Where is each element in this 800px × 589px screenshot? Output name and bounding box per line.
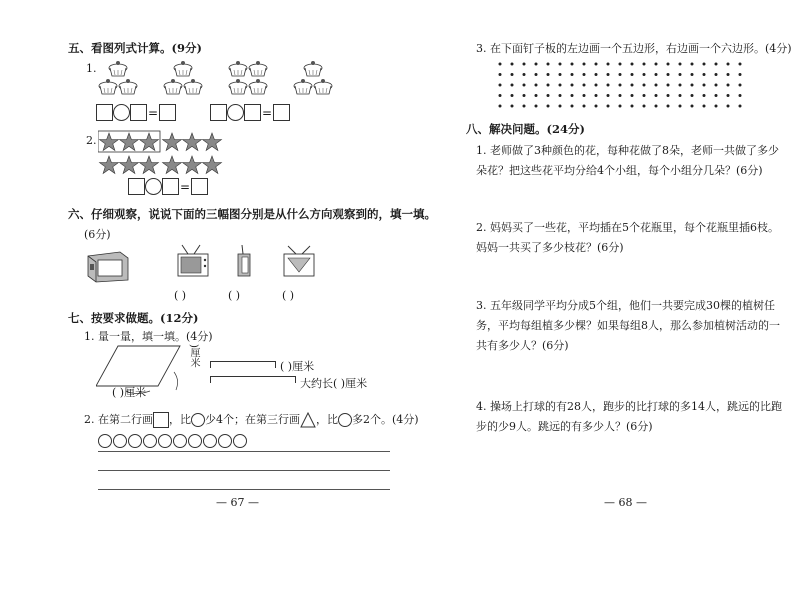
nail-dot <box>643 63 646 66</box>
answer-box[interactable] <box>130 104 147 121</box>
nail-dot <box>535 63 538 66</box>
nail-dot <box>643 105 646 108</box>
nail-dot <box>667 73 670 76</box>
nail-dot <box>691 63 694 66</box>
s5-q2-equation: = <box>128 178 208 195</box>
nail-dot <box>655 94 658 97</box>
writing-line <box>98 470 390 471</box>
nail-dot <box>643 84 646 87</box>
circle-icon <box>338 413 352 427</box>
nail-dot <box>739 63 742 66</box>
triangle-icon <box>300 412 316 428</box>
nail-dot <box>739 105 742 108</box>
nail-dot <box>535 94 538 97</box>
nail-dot <box>595 84 598 87</box>
nail-dot <box>643 94 646 97</box>
nail-dot <box>631 63 634 66</box>
tv-perspective-icon <box>88 252 128 282</box>
nail-dot <box>691 105 694 108</box>
nail-dot <box>691 73 694 76</box>
nail-dot <box>499 63 502 66</box>
nail-dot <box>511 84 514 87</box>
nail-dot <box>631 105 634 108</box>
tv-side-icon <box>238 245 250 276</box>
nail-dot <box>703 73 706 76</box>
page-number-left: — 67 — <box>216 496 259 509</box>
segment-2-label: 大约长( )厘米 <box>300 377 368 390</box>
nail-dot <box>511 73 514 76</box>
nail-dot <box>523 94 526 97</box>
cupcakes-illustration <box>98 56 340 104</box>
nail-dot <box>655 73 658 76</box>
nail-dot <box>535 73 538 76</box>
nail-dot <box>679 94 682 97</box>
writing-line <box>98 451 390 452</box>
answer-box[interactable] <box>273 104 290 121</box>
nail-dot <box>547 105 550 108</box>
nail-dot <box>619 63 622 66</box>
circles-row <box>98 434 248 448</box>
nail-dot <box>523 84 526 87</box>
nail-dot <box>715 84 718 87</box>
parallelogram-side-label: )厘米 <box>188 344 199 368</box>
nail-dot <box>571 73 574 76</box>
nail-dot <box>583 105 586 108</box>
nail-dot <box>727 94 730 97</box>
nail-dot <box>607 105 610 108</box>
s7-q1-text: 1. 量一量，填一填。(4分) <box>84 330 213 343</box>
nail-dot <box>523 73 526 76</box>
nail-dot <box>499 94 502 97</box>
page-number-right: — 68 — <box>604 496 647 509</box>
stars-illustration <box>98 130 228 176</box>
nail-dot <box>703 84 706 87</box>
nail-dot <box>727 105 730 108</box>
nail-dot <box>583 63 586 66</box>
nail-dot <box>643 73 646 76</box>
nail-dot <box>499 73 502 76</box>
nail-dot <box>547 94 550 97</box>
answer-box[interactable] <box>159 104 176 121</box>
operator-circle[interactable] <box>113 104 130 121</box>
nail-dot <box>511 63 514 66</box>
section-7-title: 七、按要求做题。(12分) <box>68 311 199 325</box>
nail-dot <box>595 73 598 76</box>
answer-box[interactable] <box>128 178 145 195</box>
nail-dot <box>727 84 730 87</box>
nail-dot <box>655 105 658 108</box>
nail-dot <box>595 94 598 97</box>
problem-1: 1. 老师做了3种颜色的花，每种花做了8朵，老师一共做了多少朵花？把这些花平均分给4个小组，每个小组分几朵？(6分) <box>476 144 779 177</box>
nail-dot <box>631 94 634 97</box>
nail-dot <box>523 63 526 66</box>
answer-box[interactable] <box>191 178 208 195</box>
s7-q2-text: 2. 在第二行画 ，比 少4个；在第三行画 ，比 多2个。(4分) <box>84 413 419 426</box>
tv-back-icon <box>284 246 314 276</box>
nail-dot <box>571 94 574 97</box>
operator-circle[interactable] <box>145 178 162 195</box>
nail-dot <box>667 63 670 66</box>
nail-dot <box>559 105 562 108</box>
segment-1-label: ( )厘米 <box>280 360 315 373</box>
nail-dot <box>571 84 574 87</box>
nail-dot <box>571 63 574 66</box>
nail-dot <box>619 94 622 97</box>
segment-2 <box>210 376 296 383</box>
nail-dot <box>679 105 682 108</box>
nail-dot <box>703 105 706 108</box>
nail-dot <box>703 94 706 97</box>
nail-dot <box>703 63 706 66</box>
nail-dot <box>715 105 718 108</box>
view-blank-1[interactable]: ( ) <box>174 289 187 302</box>
answer-box[interactable] <box>96 104 113 121</box>
answer-box[interactable] <box>162 178 179 195</box>
nail-dot <box>739 84 742 87</box>
view-blank-2[interactable]: ( ) <box>228 289 241 302</box>
nail-dot <box>559 63 562 66</box>
nail-dot <box>715 73 718 76</box>
s5-q1-equation-b: = <box>210 104 290 121</box>
nail-dot <box>499 84 502 87</box>
section-6-score: (6分) <box>84 228 111 241</box>
nail-dot <box>535 105 538 108</box>
nail-dot <box>667 94 670 97</box>
nail-dot <box>679 73 682 76</box>
nail-dot <box>559 94 562 97</box>
section-6-title: 六、仔细观察，说说下面的三幅图分别是从什么方向观察到的，填一填。 <box>68 207 436 221</box>
nail-dot <box>715 94 718 97</box>
nail-dot <box>547 73 550 76</box>
view-blank-3[interactable]: ( ) <box>282 289 295 302</box>
nail-dot <box>739 94 742 97</box>
nail-dot <box>607 94 610 97</box>
nail-dot <box>499 105 502 108</box>
nail-dot <box>679 84 682 87</box>
nail-dot <box>727 63 730 66</box>
nail-dot <box>739 73 742 76</box>
problem-3: 3. 五年级同学平均分成5个组，他们一共要完成30棵的植树任务，平均每组植多少棵？如果每组8人，那么参加植树活动的一共有多少人？(6分) <box>476 299 780 352</box>
nail-dot <box>583 84 586 87</box>
nail-dot <box>727 73 730 76</box>
nail-dot <box>583 73 586 76</box>
dots-question: 3. 在下面钉子板的左边画一个五边形，右边画一个六边形。(4分) <box>476 42 792 55</box>
nail-dot <box>667 105 670 108</box>
nail-dot <box>619 84 622 87</box>
nail-dot <box>595 105 598 108</box>
nail-dot <box>571 105 574 108</box>
problem-2: 2. 妈妈买了一些花，平均插在5个花瓶里，每个花瓶里插6枝。妈妈一共买了多少枝花？(6分) <box>476 221 779 254</box>
nail-dot <box>559 84 562 87</box>
s5-q1-number: 1. <box>86 62 97 75</box>
nail-dot <box>511 94 514 97</box>
nail-dot <box>535 84 538 87</box>
segment-1 <box>210 361 276 368</box>
nail-dot <box>679 63 682 66</box>
square-icon <box>153 412 169 428</box>
tv-front-icon <box>178 245 208 276</box>
nail-dot <box>691 94 694 97</box>
nail-dot <box>547 84 550 87</box>
nail-dot <box>547 63 550 66</box>
answer-box[interactable] <box>244 104 261 121</box>
nail-dot <box>691 84 694 87</box>
nail-dot <box>607 73 610 76</box>
writing-line <box>98 489 390 490</box>
nail-dot <box>631 73 634 76</box>
circle-icon <box>191 413 205 427</box>
nail-board[interactable] <box>496 60 746 110</box>
nail-dot <box>619 105 622 108</box>
nail-dot <box>559 73 562 76</box>
problem-4: 4. 操场上打球的有28人，跑步的比打球的多14人，跳远的比跑步的少9人。跳远的有多少人？(6分) <box>476 400 782 433</box>
nail-dot <box>607 63 610 66</box>
parallelogram-bottom-label: ( )厘米 <box>112 386 147 399</box>
nail-dot <box>715 63 718 66</box>
nail-dot <box>511 105 514 108</box>
nail-dot <box>655 63 658 66</box>
nail-dot <box>523 105 526 108</box>
nail-dot <box>607 84 610 87</box>
nail-dot <box>655 84 658 87</box>
tv-views-illustration <box>84 244 329 284</box>
nail-dot <box>619 73 622 76</box>
section-8-title: 八、解决问题。(24分) <box>466 122 585 136</box>
nail-dot <box>667 84 670 87</box>
section-5-title: 五、看图列式计算。(9分) <box>68 41 202 55</box>
s5-q2-number: 2. <box>86 134 97 147</box>
nail-dot <box>631 84 634 87</box>
s5-q1-equation-a: = <box>96 104 176 121</box>
operator-circle[interactable] <box>227 104 244 121</box>
nail-dot <box>595 63 598 66</box>
answer-box[interactable] <box>210 104 227 121</box>
nail-dot <box>583 94 586 97</box>
